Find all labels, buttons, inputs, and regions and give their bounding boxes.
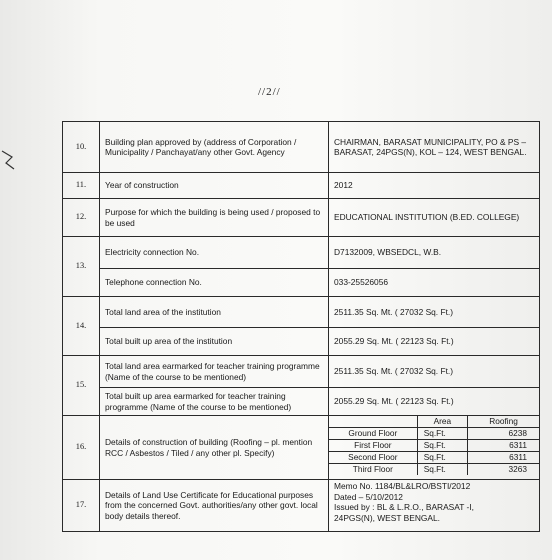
area-header: Area [417,416,467,428]
row-value: 2012 [329,173,540,199]
floor-name: Third Floor [329,464,417,476]
floor-name: Second Floor [329,452,417,464]
row-label: Total land area of the institution [100,297,329,328]
issued-by-location: 24PGS(N), WEST BENGAL. [334,512,440,523]
row-label: Year of construction [100,173,329,199]
row-label: Telephone connection No. [100,269,329,297]
floors-header-row [329,416,539,428]
floor-area: Sq.Ft. [417,428,467,440]
row-value: D7132009, WBSEDCL, W.B. [329,237,540,269]
details-table [62,121,540,532]
table-row [63,122,540,173]
table-row [63,328,540,356]
row-number: 17. [63,480,100,532]
row-value: 033-25526056 [329,269,540,297]
row-number: 16. [63,416,100,480]
row-label: Details of construction of building (Roofing – pl. mention RCC / Asbestos / Tiled / any other pl. Specify) [100,416,329,480]
floor-roofing: 6311 [468,440,539,452]
floor-roofing: 6238 [468,428,539,440]
row-number: 13. [63,237,100,297]
floor-roofing: 6311 [468,452,539,464]
table-row [63,480,540,532]
issued-by: Issued by : BL & L.R.O., BARASAT -I, [334,502,474,512]
table-row [63,356,540,388]
floor-area: Sq.Ft. [417,464,467,476]
table-row [63,297,540,328]
row-label: Building plan approved by (address of Corporation / Municipality / Panchayat/any other Govt. Agency [100,122,329,173]
memo-date: Dated – 5/10/2012 [334,491,403,502]
table-row [63,388,540,416]
table-row [63,269,540,297]
roofing-header: Roofing [468,416,539,428]
table-row [63,237,540,269]
floor-row [329,464,539,476]
land-use-certificate [329,480,540,532]
floor-name: Ground Floor [329,428,417,440]
row-label: Purpose for which the building is being used / proposed to be used [100,199,329,237]
floor-name: First Floor [329,440,417,452]
row-value: CHAIRMAN, BARASAT MUNICIPALITY, PO & PS – BARASAT, 24PGS(N), KOL – 124, WEST BENGAL. [329,122,540,173]
memo-number: Memo No. 1184/BL&LRO/BSTI/2012 [334,481,471,491]
row-value: 2511.35 Sq. Mt. ( 27032 Sq. Ft.) [329,297,540,328]
row-value: 2511.35 Sq. Mt. ( 27032 Sq. Ft.) [329,356,540,388]
row-number: 14. [63,297,100,356]
row-value: EDUCATIONAL INSTITUTION (B.ED. COLLEGE) [329,199,540,237]
row-number: 10. [63,122,100,173]
row-label: Total land area earmarked for teacher training programme (Name of the course to be mentioned) [100,356,329,388]
floor-row [329,428,539,440]
table-row [63,199,540,237]
table-row [63,416,540,480]
pen-mark [0,145,22,175]
floor-row [329,440,539,452]
floor-roofing: 3263 [468,464,539,476]
floor-area: Sq.Ft. [417,440,467,452]
table-row [63,173,540,199]
row-label: Total built up area of the institution [100,328,329,356]
row-value: 2055.29 Sq. Mt. ( 22123 Sq. Ft.) [329,328,540,356]
construction-details-cell [329,416,540,480]
row-number: 11. [63,173,100,199]
row-label: Total built up area earmarked for teacher training programme (Name of the course to be mentioned) [100,388,329,416]
row-value: 2055.29 Sq. Mt. ( 22123 Sq. Ft.) [329,388,540,416]
floor-row [329,452,539,464]
row-number: 15. [63,356,100,416]
row-label: Details of Land Use Certificate for Educational purposes from the concerned Govt. authorities/any other govt. local body details thereof. [100,480,329,532]
row-number: 12. [63,199,100,237]
floor-area: Sq.Ft. [417,452,467,464]
row-label: Electricity connection No. [100,237,329,269]
floors-table [329,416,539,475]
page-number: //2// [258,86,281,98]
